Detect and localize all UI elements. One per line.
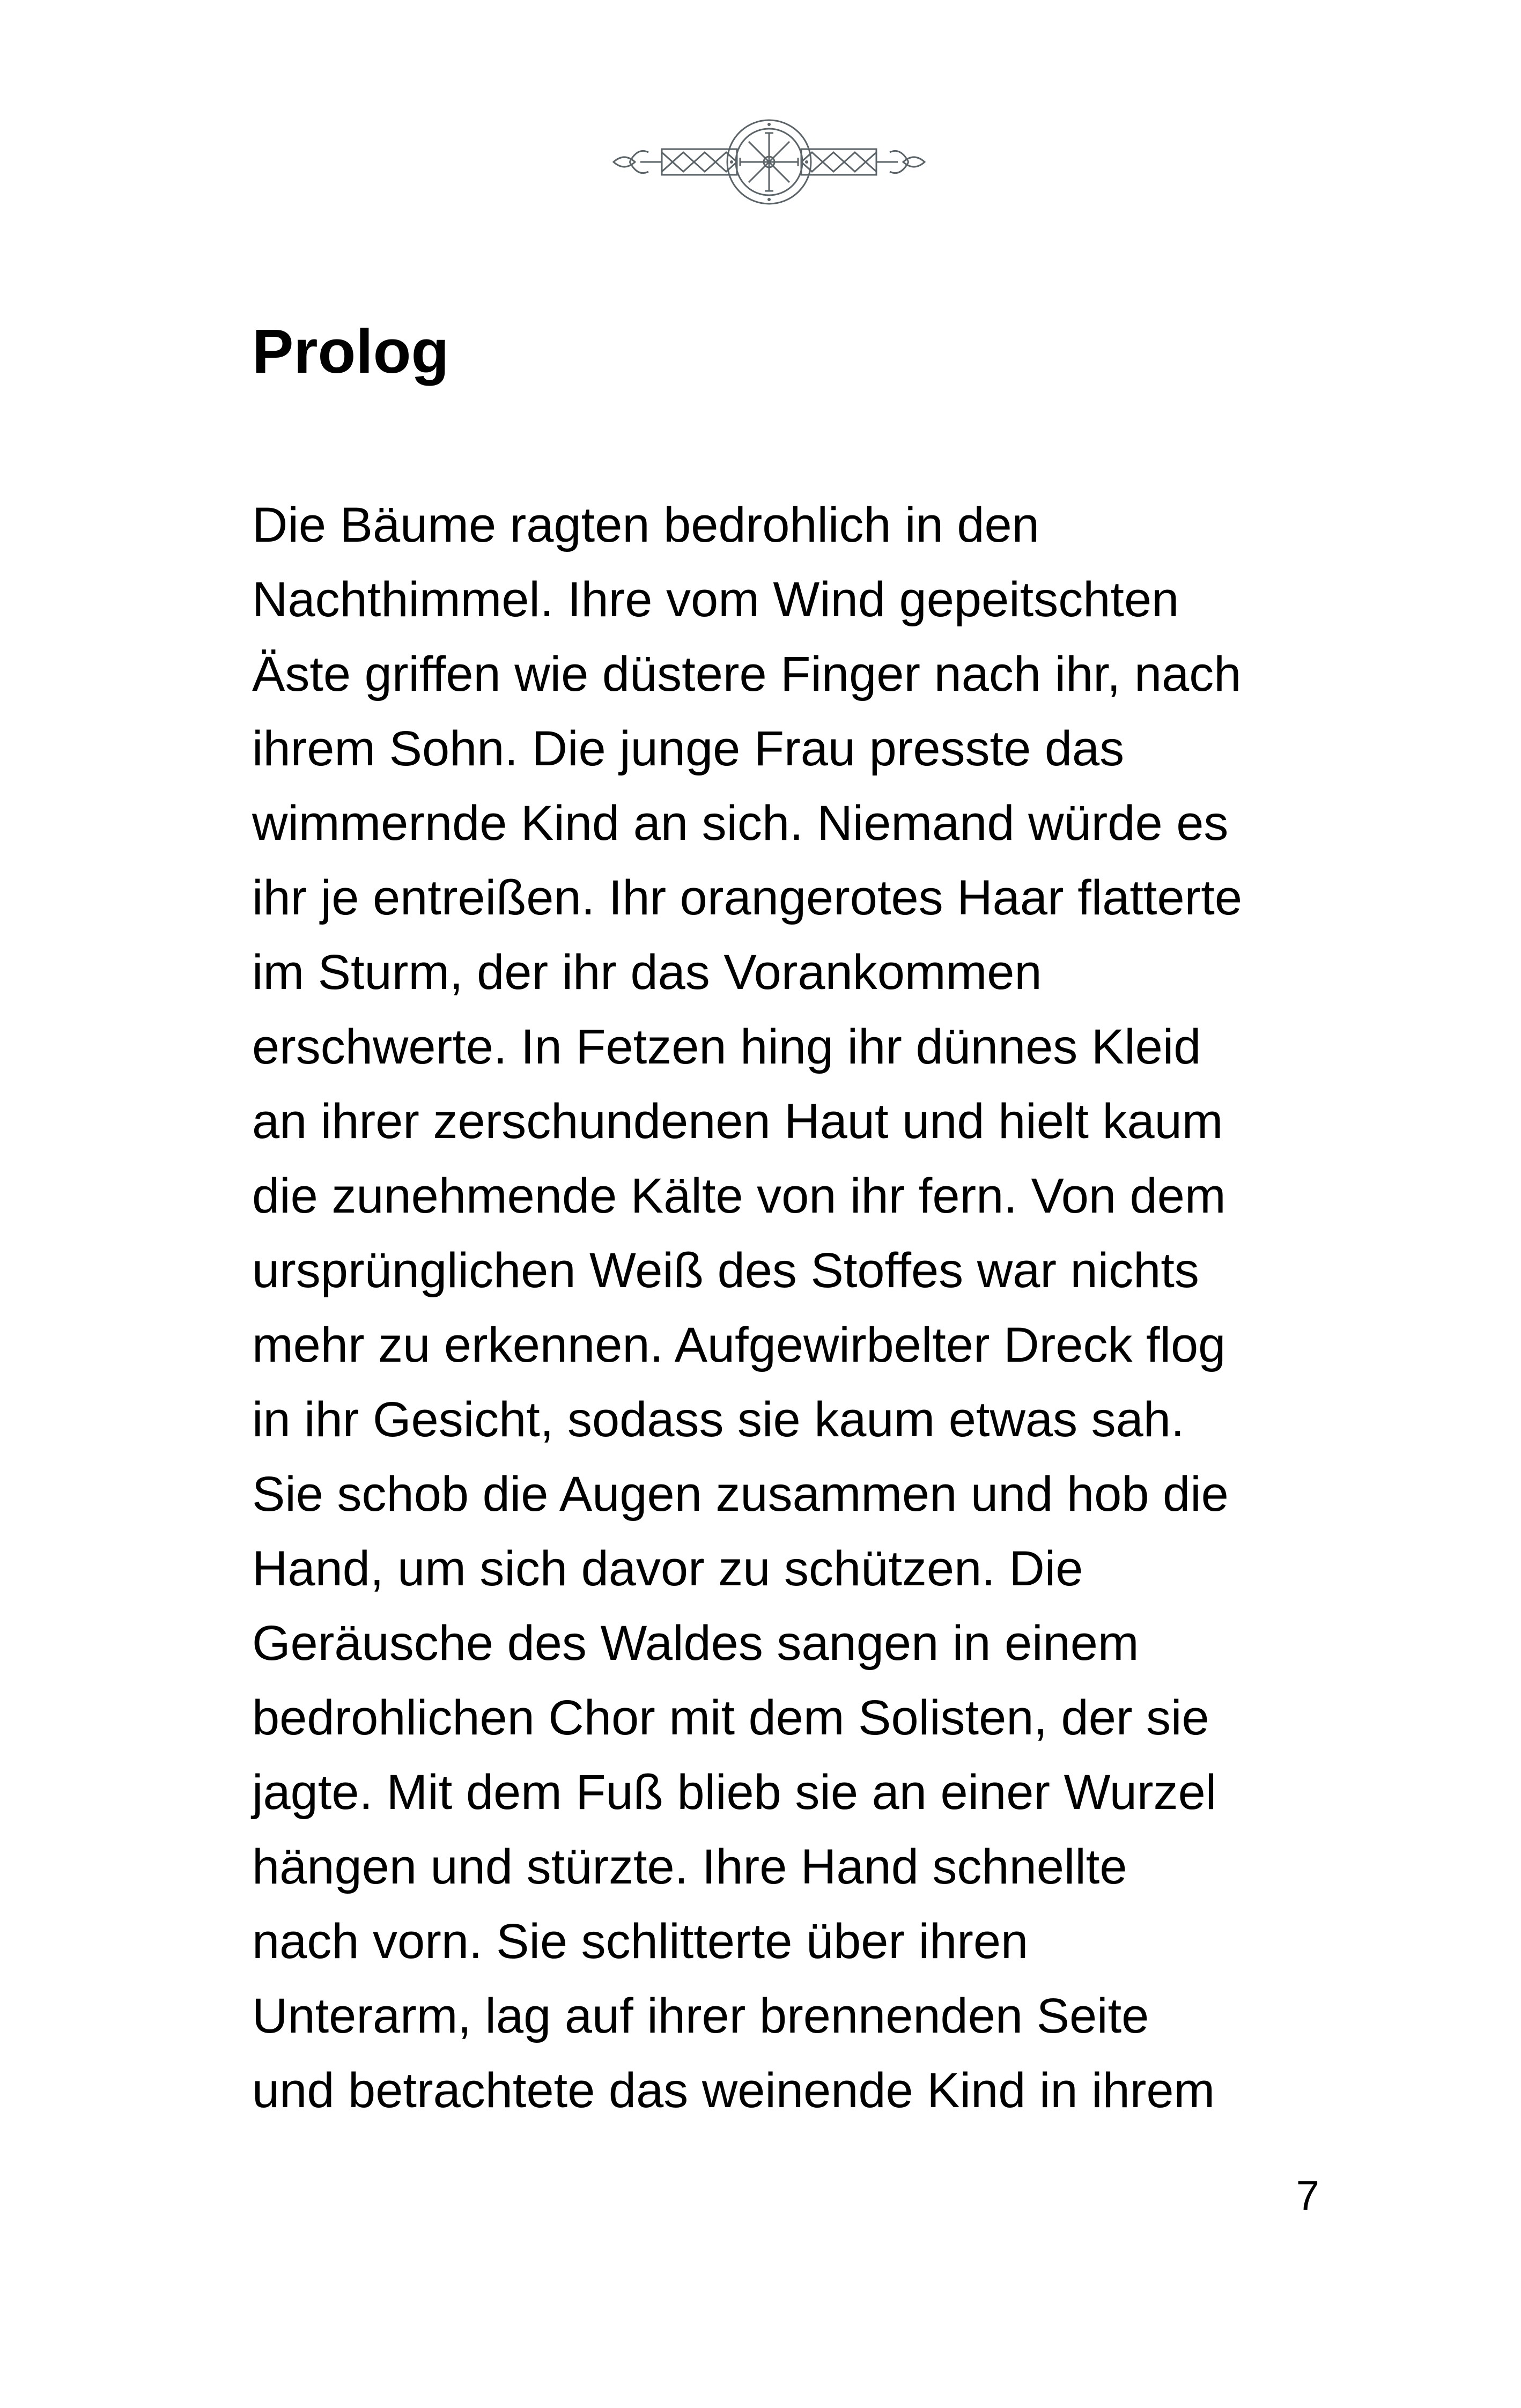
text-line: nach vorn. Sie schlitterte über ihren (252, 1914, 1029, 1969)
text-line: ihrem Sohn. Die junge Frau presste das (252, 721, 1125, 776)
page-number: 7 (1296, 2172, 1319, 2219)
text-line: Geräusche des Waldes sangen in einem (252, 1616, 1139, 1671)
text-line: Sie schob die Augen zusammen und hob die (252, 1467, 1229, 1521)
chapter-title: Prolog (252, 316, 449, 386)
text-line: Nachthimmel. Ihre vom Wind gepeitschten (252, 572, 1179, 627)
text-line: erschwerte. In Fetzen hing ihr dünnes Kleid (252, 1020, 1201, 1074)
text-line: in ihr Gesicht, sodass sie kaum etwas sah. (252, 1392, 1185, 1447)
text-line: die zunehmende Kälte von ihr fern. Von dem (252, 1169, 1226, 1223)
text-line: jagte. Mit dem Fuß blieb sie an einer Wurzel (252, 1765, 1217, 1820)
body-text (252, 488, 1346, 2128)
text-line: Äste griffen wie düstere Finger nach ihr, nach (252, 647, 1242, 701)
text-line: ihr je entreißen. Ihr orangerotes Haar flatterte (252, 870, 1243, 925)
text-line: Die Bäume ragten bedrohlich in den (252, 498, 1039, 552)
text-line: Hand, um sich davor zu schützen. Die (252, 1541, 1083, 1596)
text-line: ursprünglichen Weiß des Stoffes war nichts (252, 1243, 1199, 1298)
text-line: wimmernde Kind an sich. Niemand würde es (252, 796, 1229, 851)
text-line: bedrohlichen Chor mit dem Solisten, der sie (252, 1690, 1209, 1745)
text-line: Unterarm, lag auf ihrer brennenden Seite (252, 1989, 1149, 2043)
text-line: hängen und stürzte. Ihre Hand schnellte (252, 1840, 1127, 1894)
text-line: mehr zu erkennen. Aufgewirbelter Dreck flog (252, 1318, 1226, 1372)
vegvisir-ornament-icon (608, 115, 930, 209)
text-line: im Sturm, der ihr das Vorankommen (252, 945, 1042, 1000)
text-line: an ihrer zerschundenen Haut und hielt kaum (252, 1094, 1223, 1149)
text-line: und betrachtete das weinende Kind in ihrem (252, 2063, 1215, 2118)
